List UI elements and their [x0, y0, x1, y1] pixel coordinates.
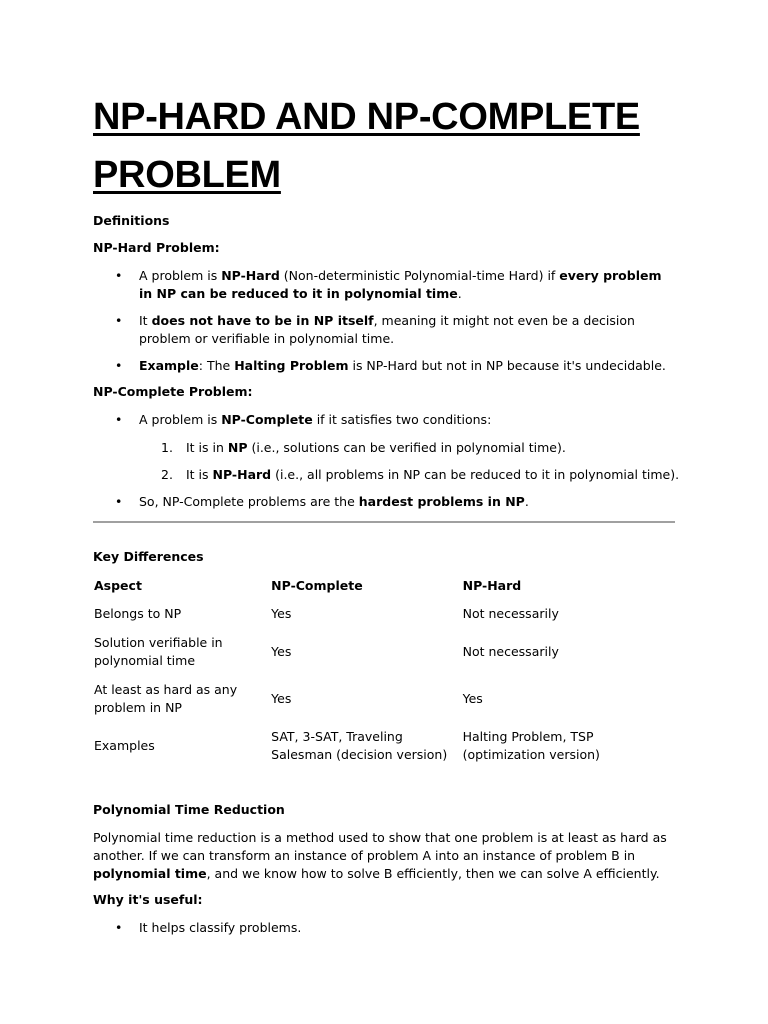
header-aspect: Aspect	[94, 578, 142, 593]
header-np-complete: NP-Complete	[271, 578, 363, 593]
condition-text: It is NP-Hard (i.e., all problems in NP can be reduced to it in polynomial time).	[186, 467, 680, 482]
cell-aspect: Solution verifiable in polynomial time	[94, 635, 223, 668]
cell-np-complete: Yes	[271, 644, 292, 659]
bullet-text: Example: The Halting Problem is NP-Hard but not in NP because it's undecidable.	[139, 358, 666, 373]
page-title: NP-HARD AND NP-COMPLETE PROBLEM	[93, 96, 640, 196]
why-useful-heading: Why it's useful:	[93, 892, 203, 907]
cell-aspect: Examples	[94, 738, 155, 753]
cell-np-hard: Yes	[462, 691, 483, 706]
table-row	[93, 629, 675, 675]
bullet-dot: •	[115, 412, 123, 427]
bullet-text: It helps classify problems.	[139, 920, 302, 935]
header-np-hard: NP-Hard	[462, 578, 522, 593]
reduction-paragraph: Polynomial time reduction is a method used to show that one problem is at least as hard as another. If we can transform an instance of problem A into an instance of problem B in polynomial time, and we know how to solve B efficiently, then we can solve A efficiently.	[93, 830, 667, 881]
bullet-text: A problem is NP-Complete if it satisfies two conditions:	[139, 412, 492, 427]
cell-aspect: Belongs to NP	[94, 606, 182, 621]
condition-text: It is in NP (i.e., solutions can be verified in polynomial time).	[186, 440, 566, 455]
np-complete-heading: NP-Complete Problem:	[93, 384, 253, 399]
cell-np-hard: Not necessarily	[462, 644, 559, 659]
reduction-heading: Polynomial Time Reduction	[93, 802, 285, 817]
horizontal-divider	[93, 521, 675, 523]
key-differences-heading: Key Differences	[93, 549, 204, 564]
bullet-text: So, NP-Complete problems are the hardest problems in NP.	[139, 494, 529, 509]
bullet-dot: •	[115, 494, 123, 509]
table-row	[93, 675, 675, 723]
cell-np-complete: SAT, 3-SAT, Traveling Salesman (decision version)	[271, 729, 448, 762]
np-hard-heading: NP-Hard Problem:	[93, 240, 220, 255]
cell-np-hard: Not necessarily	[462, 606, 559, 621]
bullet-dot: •	[115, 313, 123, 328]
cell-np-complete: Yes	[271, 691, 292, 706]
list-number: 2.	[161, 467, 173, 482]
table-row	[93, 599, 675, 629]
differences-table	[93, 573, 675, 769]
cell-np-hard: Halting Problem, TSP (optimization version)	[462, 729, 600, 762]
bullet-text: It does not have to be in NP itself, meaning it might not even be a decision problem or verifiable in polynomial time.	[139, 313, 635, 346]
cell-aspect: At least as hard as any problem in NP	[94, 682, 238, 715]
bullet-dot: •	[115, 920, 123, 935]
bullet-dot: •	[115, 358, 123, 373]
bullet-text: A problem is NP-Hard (Non-deterministic Polynomial-time Hard) if every problem in NP can be reduced to it in polynomial time.	[139, 268, 662, 301]
table-row	[93, 723, 675, 769]
bullet-dot: •	[115, 268, 123, 283]
table-header-row	[93, 573, 675, 599]
definitions-heading: Definitions	[93, 213, 170, 228]
cell-np-complete: Yes	[271, 606, 292, 621]
list-number: 1.	[161, 440, 173, 455]
